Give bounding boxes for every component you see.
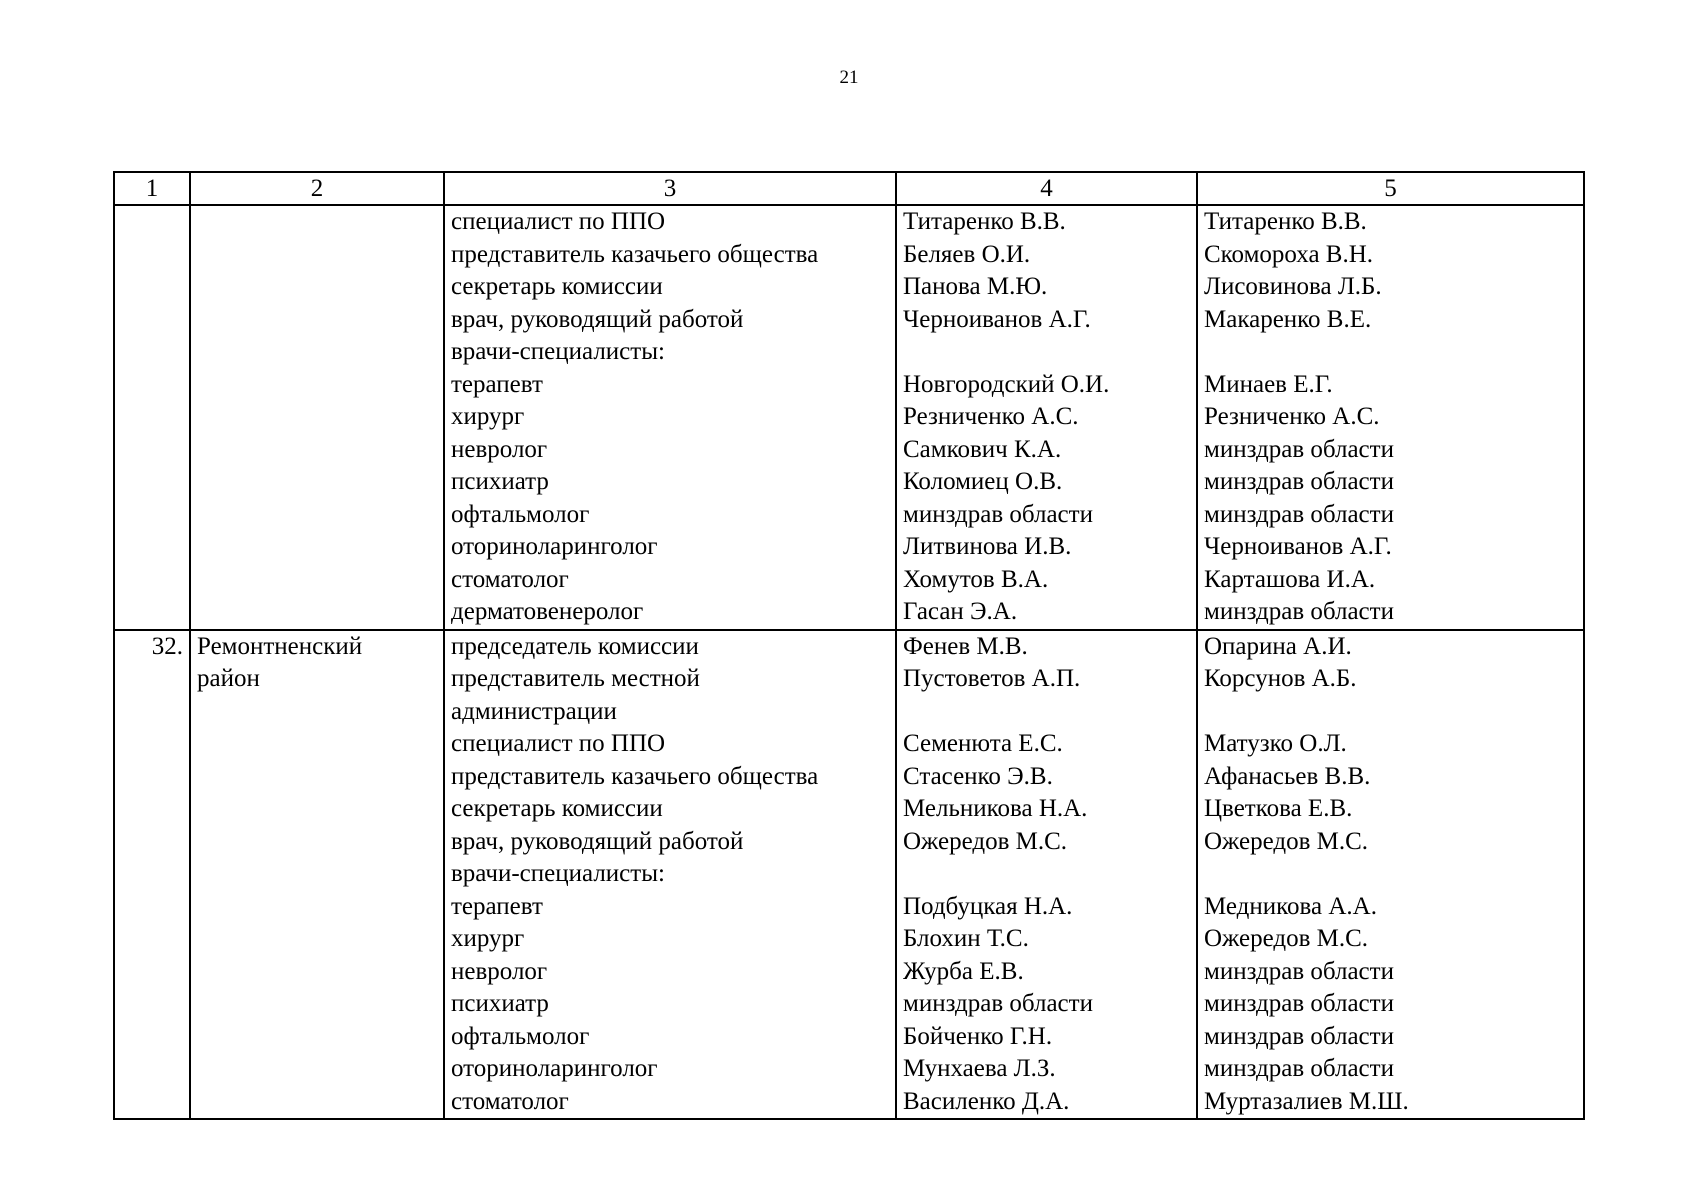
reserve-line: Цветкова Е.В.	[1204, 795, 1353, 822]
role-line: администрации	[451, 697, 617, 725]
reserve-line: Медникова А.А.	[1204, 892, 1377, 920]
member-cell	[896, 205, 1197, 630]
member-line: Резниченко А.С.	[903, 403, 1079, 430]
role-line: представитель местной	[451, 665, 700, 692]
role-line: психиатр	[451, 468, 549, 495]
header-cell-1: 1	[114, 172, 190, 205]
role-line: стоматолог	[451, 565, 569, 593]
reserve-line: Минаев Е.Г.	[1204, 370, 1333, 398]
role-line: представитель казачьего общества	[451, 762, 819, 790]
reserve-line: минздрав области	[1204, 1055, 1394, 1082]
commission-table	[113, 171, 1585, 1120]
reserve-line: минздрав области	[1204, 957, 1394, 985]
reserve-line: минздрав области	[1204, 500, 1394, 528]
reserve-line: Резниченко А.С.	[1204, 403, 1380, 430]
reserve-line: Макаренко В.Е.	[1204, 305, 1372, 333]
district-cell	[190, 205, 444, 630]
member-line: Мельникова Н.А.	[903, 795, 1088, 822]
reserve-line: Ожередов М.С.	[1204, 827, 1369, 855]
header-cell-2: 2	[190, 172, 444, 205]
member-line: Беляев О.И.	[903, 240, 1031, 268]
header-row	[114, 172, 1584, 205]
reserve-line: Титаренко В.В.	[1204, 208, 1367, 235]
member-line: Ожередов М.С.	[903, 827, 1068, 855]
role-line: терапевт	[451, 892, 543, 920]
role-line: хирург	[451, 403, 525, 430]
header-cell-4: 4	[896, 172, 1197, 205]
role-line: стоматолог	[451, 1087, 569, 1115]
table-block-row	[114, 205, 1584, 630]
member-line	[903, 696, 1190, 729]
reserve-line: минздрав области	[1204, 435, 1394, 463]
reserve-line: Муртазалиев М.Ш.	[1204, 1087, 1409, 1115]
role-line: специалист по ППО	[451, 208, 666, 235]
member-line: Стасенко Э.В.	[903, 762, 1053, 790]
member-line: Титаренко В.В.	[903, 208, 1066, 235]
role-line: оториноларинголог	[451, 1055, 658, 1082]
district-name-line: Ремонтненский	[197, 632, 363, 660]
member-line	[903, 858, 1190, 891]
reserve-line: Афанасьев В.В.	[1204, 762, 1371, 790]
role-line: секретарь комиссии	[451, 273, 663, 300]
reserve-line: Скомороха В.Н.	[1204, 240, 1374, 268]
reserve-line: Ожередов М.С.	[1204, 925, 1369, 952]
role-line: специалист по ППО	[451, 730, 666, 757]
reserve-line: Корсунов А.Б.	[1204, 665, 1357, 692]
role-line: хирург	[451, 925, 525, 952]
row-number-cell	[114, 630, 190, 1120]
role-line: дерматовенеролог	[451, 598, 644, 625]
role-line: невролог	[451, 957, 548, 985]
role-line: председатель комиссии	[451, 632, 699, 660]
reserve-line: минздрав области	[1204, 990, 1394, 1017]
member-line: Черноиванов А.Г.	[903, 305, 1091, 333]
page-number: 21	[839, 67, 859, 88]
header-cell-3: 3	[444, 172, 896, 205]
member-line: Журба Е.В.	[903, 957, 1024, 985]
role-line: оториноларинголог	[451, 533, 658, 560]
reserve-line: Лисовинова Л.Б.	[1204, 273, 1382, 300]
role-line: представитель казачьего общества	[451, 240, 819, 268]
reserve-line: Матузко О.Л.	[1204, 730, 1347, 757]
member-line: Фенев М.В.	[903, 632, 1028, 660]
role-line: терапевт	[451, 370, 543, 398]
member-line: Мунхаева Л.З.	[903, 1055, 1056, 1082]
member-line: Панова М.Ю.	[903, 273, 1048, 300]
role-line: врач, руководящий работой	[451, 305, 744, 333]
role-line: офтальмолог	[451, 500, 590, 528]
member-cell	[896, 630, 1197, 1120]
reserve-line: Опарина А.И.	[1204, 632, 1352, 660]
member-line: Коломиец О.В.	[903, 468, 1063, 495]
row-number	[121, 206, 183, 239]
reserve-line	[1204, 696, 1577, 729]
row-number-cell	[114, 205, 190, 630]
role-line: психиатр	[451, 990, 549, 1017]
member-line: Новгородский О.И.	[903, 370, 1110, 398]
member-line: Блохин Т.С.	[903, 925, 1029, 952]
member-line: Бойченко Г.Н.	[903, 1022, 1053, 1050]
member-line: минздрав области	[903, 990, 1093, 1017]
role-line: невролог	[451, 435, 548, 463]
row-number: 32.	[151, 632, 183, 660]
member-line: Василенко Д.А.	[903, 1087, 1070, 1115]
role-cell	[444, 630, 896, 1120]
member-line	[903, 336, 1190, 369]
role-line: врачи-специалисты:	[451, 860, 665, 887]
reserve-line: Черноиванов А.Г.	[1204, 533, 1392, 560]
district-name-line: район	[197, 665, 260, 692]
table-block-row	[114, 630, 1584, 1120]
member-line: Подбуцкая Н.А.	[903, 892, 1073, 920]
reserve-cell	[1197, 205, 1584, 630]
reserve-line	[1204, 336, 1577, 369]
role-line: врачи-специалисты:	[451, 338, 665, 365]
member-line: Гасан Э.А.	[903, 598, 1018, 625]
role-line: офтальмолог	[451, 1022, 590, 1050]
reserve-line: минздрав области	[1204, 468, 1394, 495]
role-cell	[444, 205, 896, 630]
reserve-cell	[1197, 630, 1584, 1120]
member-line: минздрав области	[903, 500, 1093, 528]
member-line: Литвинова И.В.	[903, 533, 1072, 560]
header-cell-5: 5	[1197, 172, 1584, 205]
reserve-line	[1204, 858, 1577, 891]
reserve-line: минздрав области	[1204, 598, 1394, 625]
member-line: Семенюта Е.С.	[903, 730, 1063, 757]
district-cell	[190, 630, 444, 1120]
reserve-line: минздрав области	[1204, 1022, 1394, 1050]
role-line: секретарь комиссии	[451, 795, 663, 822]
role-line: врач, руководящий работой	[451, 827, 744, 855]
member-line: Хомутов В.А.	[903, 565, 1049, 593]
member-line: Самкович К.А.	[903, 435, 1062, 463]
table-body	[114, 172, 1584, 1119]
member-line: Пустоветов А.П.	[903, 665, 1081, 692]
reserve-line: Карташова И.А.	[1204, 565, 1376, 593]
